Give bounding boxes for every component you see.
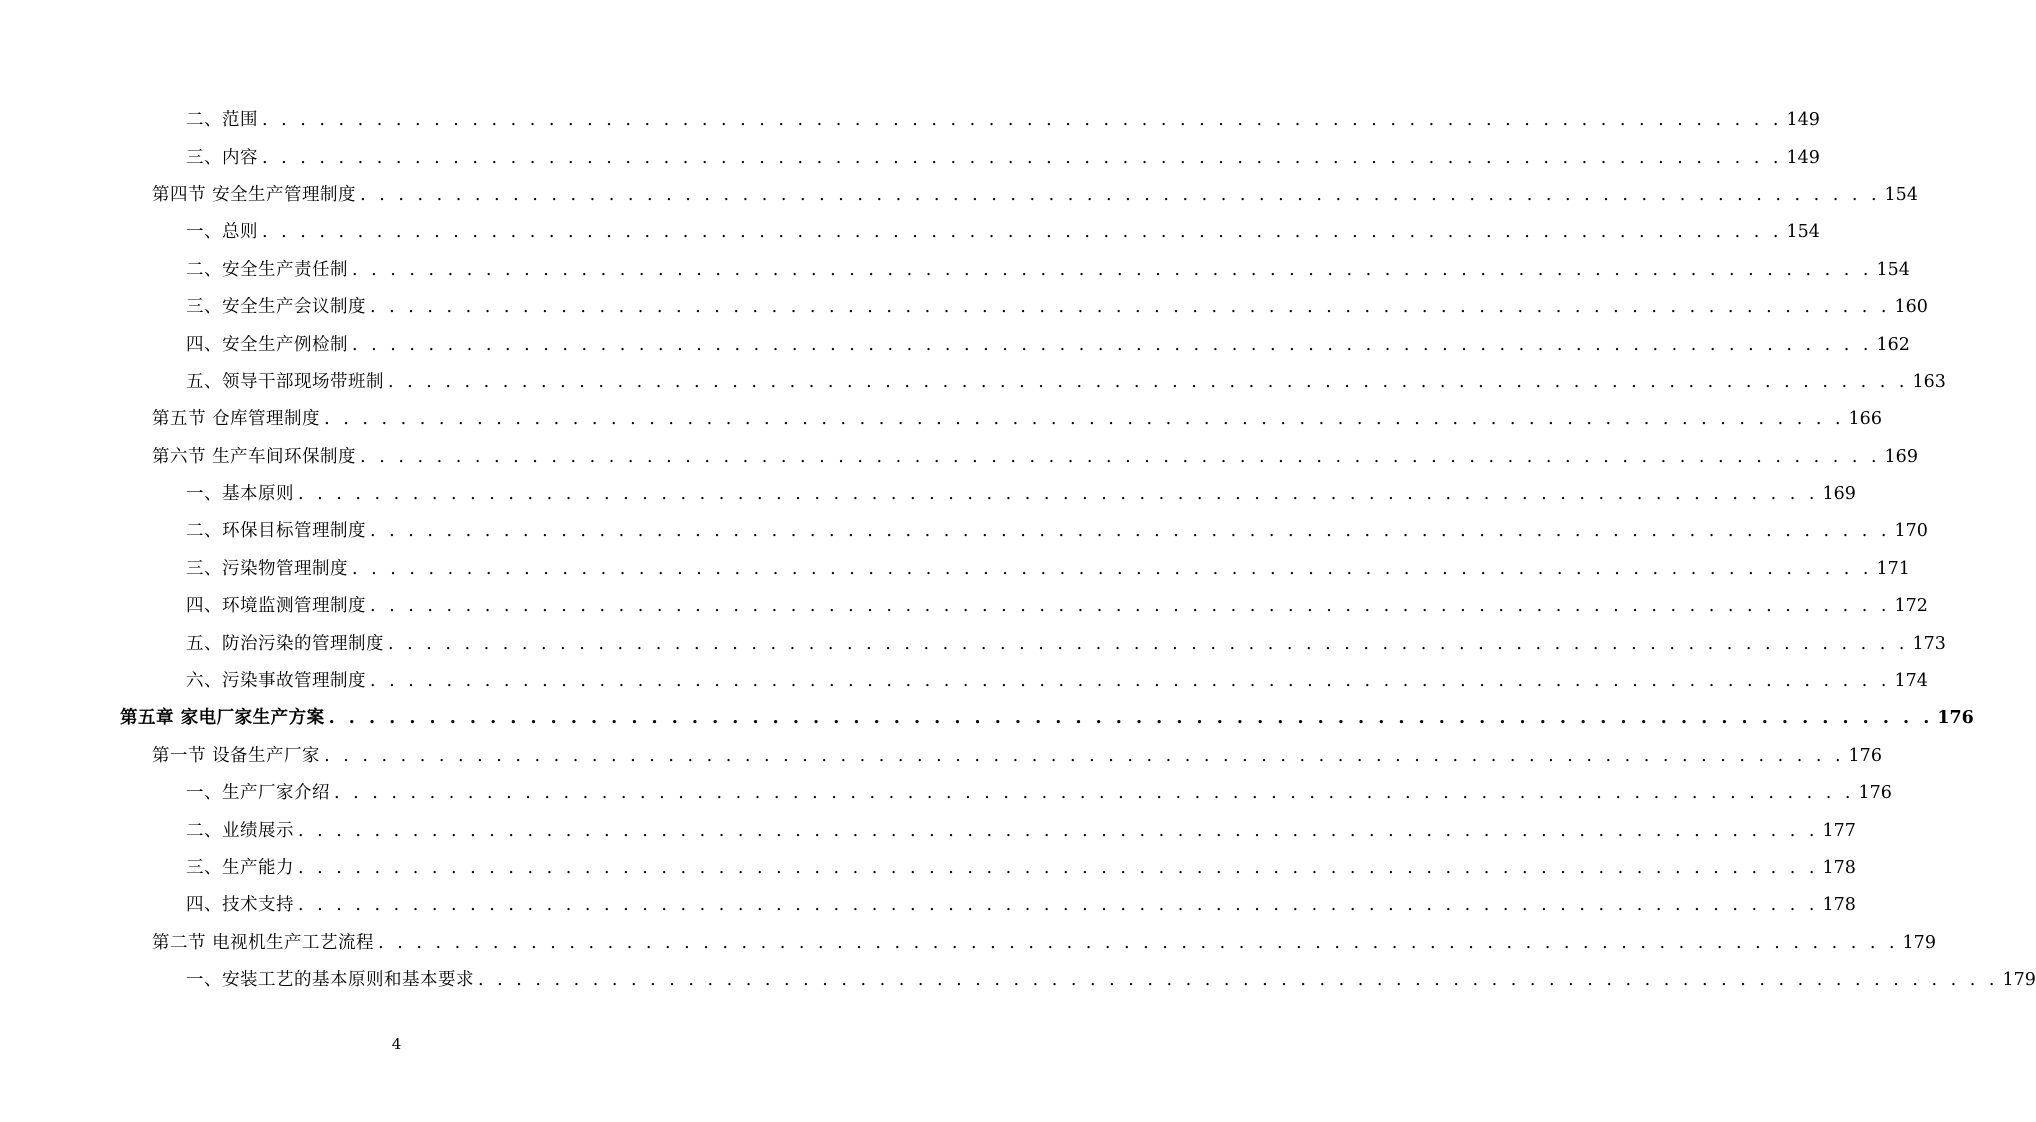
- toc-entry-line: [186, 891, 1856, 916]
- toc-entry-title: 三、污染物管理制度: [186, 558, 348, 579]
- toc-leader-dots: . . . . . . . . . . . . . . . . . . . . . . . . . . . . . . . . . . . . . . . . . . . . . . . . . . . . . . . . . . . . . . . . . . . . . . . . . . . . . . . .: [370, 521, 1891, 542]
- toc-entry-title: 五、防治污染的管理制度: [186, 633, 384, 654]
- toc-entry-page: 169: [1884, 446, 1918, 467]
- toc-entry-page: 171: [1876, 558, 1910, 579]
- toc-entry[interactable]: [0, 810, 1856, 847]
- toc-entry-title: 第六节 生产车间环保制度: [152, 446, 357, 467]
- toc-leader-dots: . . . . . . . . . . . . . . . . . . . . . . . . . . . . . . . . . . . . . . . . . . . . . . . . . . . . . . . . . . . . . . . . . . . . . . . . . . . . . . . .: [352, 259, 1873, 280]
- toc-entry-page: 169: [1822, 484, 1856, 505]
- toc-entry[interactable]: [0, 175, 1918, 212]
- toc-entry-line: [186, 144, 1820, 169]
- toc-entry-line: [186, 480, 1856, 505]
- toc-entry-line: [152, 929, 1936, 954]
- toc-entry[interactable]: [0, 474, 1856, 511]
- toc-entry-line: [186, 592, 1928, 617]
- toc-leader-dots: . . . . . . . . . . . . . . . . . . . . . . . . . . . . . . . . . . . . . . . . . . . . . . . . . . . . . . . . . . . . . . . . . . . . . . . . . . . . . . . .: [370, 596, 1891, 617]
- toc-leader-dots: . . . . . . . . . . . . . . . . . . . . . . . . . . . . . . . . . . . . . . . . . . . . . . . . . . . . . . . . . . . . . . . . . . . . . . . . . . . . . . . .: [298, 895, 1819, 916]
- toc-leader-dots: . . . . . . . . . . . . . . . . . . . . . . . . . . . . . . . . . . . . . . . . . . . . . . . . . . . . . . . . . . . . . . . . . . . . . . . . . . . . . . . .: [328, 708, 1934, 729]
- toc-leader-dots: . . . . . . . . . . . . . . . . . . . . . . . . . . . . . . . . . . . . . . . . . . . . . . . . . . . . . . . . . . . . . . . . . . . . . . . . . . . . . . . .: [478, 970, 1999, 991]
- toc-entry-page: 154: [1876, 259, 1910, 280]
- toc-entry-title: 第一节 设备生产厂家: [152, 745, 321, 766]
- toc-entry-line: [120, 704, 1974, 729]
- toc-leader-dots: . . . . . . . . . . . . . . . . . . . . . . . . . . . . . . . . . . . . . . . . . . . . . . . . . . . . . . . . . . . . . . . . . . . . . . . . . . . . . . . .: [352, 558, 1873, 579]
- toc-entry-page: 176: [1858, 783, 1892, 804]
- toc-entry-page: 179: [2002, 970, 2036, 991]
- toc-entry-page: 179: [1902, 932, 1936, 953]
- toc-leader-dots: . . . . . . . . . . . . . . . . . . . . . . . . . . . . . . . . . . . . . . . . . . . . . . . . . . . . . . . . . . . . . . . . . . . . . . . . . . . . . . . .: [352, 334, 1873, 355]
- toc-entry-page: 149: [1786, 147, 1820, 168]
- toc-entry-title: 二、安全生产责任制: [186, 259, 348, 280]
- toc-leader-dots: . . . . . . . . . . . . . . . . . . . . . . . . . . . . . . . . . . . . . . . . . . . . . . . . . . . . . . . . . . . . . . . . . . . . . . . . . . . . . . . .: [388, 633, 1909, 654]
- toc-entry-page: 160: [1894, 297, 1928, 318]
- toc-entry-page: 177: [1822, 820, 1856, 841]
- toc-entry-line: [186, 517, 1928, 542]
- toc-entry-page: 163: [1912, 371, 1946, 392]
- toc-leader-dots: . . . . . . . . . . . . . . . . . . . . . . . . . . . . . . . . . . . . . . . . . . . . . . . . . . . . . . . . . . . . . . . . . . . . . . . . . . . . . . . .: [334, 783, 1855, 804]
- toc-entry[interactable]: [0, 137, 1820, 174]
- toc-entry[interactable]: [0, 698, 1974, 735]
- toc-entry-page: 154: [1884, 184, 1918, 205]
- toc-entry-title: 二、范围: [186, 110, 258, 131]
- toc-entry-title: 五、领导干部现场带班制: [186, 371, 384, 392]
- toc-entry[interactable]: [0, 661, 1928, 698]
- toc-leader-dots: . . . . . . . . . . . . . . . . . . . . . . . . . . . . . . . . . . . . . . . . . . . . . . . . . . . . . . . . . . . . . . . . . . . . . . . . . . . . . . . .: [298, 858, 1819, 878]
- toc-entry-title: 第五节 仓库管理制度: [152, 409, 321, 430]
- toc-entry-line: [186, 966, 2036, 991]
- toc-entry[interactable]: [0, 250, 1910, 287]
- toc-entry-line: [186, 667, 1928, 692]
- toc-leader-dots: . . . . . . . . . . . . . . . . . . . . . . . . . . . . . . . . . . . . . . . . . . . . . . . . . . . . . . . . . . . . . . . . . . . . . . . . . . . . . . . .: [262, 147, 1783, 168]
- toc-entry-line: [186, 630, 1946, 655]
- toc-entry[interactable]: [0, 100, 1820, 137]
- toc-entry-title: 第四节 安全生产管理制度: [152, 184, 357, 205]
- toc-entry[interactable]: [0, 549, 1910, 586]
- toc-entry-title: 四、技术支持: [186, 895, 294, 916]
- toc-entry-line: [186, 368, 1946, 393]
- toc-leader-dots: . . . . . . . . . . . . . . . . . . . . . . . . . . . . . . . . . . . . . . . . . . . . . . . . . . . . . . . . . . . . . . . . . . . . . . . . . . . . . . . .: [324, 745, 1845, 766]
- toc-entry[interactable]: [0, 399, 1882, 436]
- toc-entry-line: [186, 106, 1820, 131]
- toc-leader-dots: . . . . . . . . . . . . . . . . . . . . . . . . . . . . . . . . . . . . . . . . . . . . . . . . . . . . . . . . . . . . . . . . . . . . . . . . . . . . . . . .: [378, 932, 1899, 953]
- toc-leader-dots: . . . . . . . . . . . . . . . . . . . . . . . . . . . . . . . . . . . . . . . . . . . . . . . . . . . . . . . . . . . . . . . . . . . . . . . . . . . . . . . .: [370, 671, 1891, 692]
- toc-entry-line: [152, 443, 1918, 468]
- toc-leader-dots: . . . . . . . . . . . . . . . . . . . . . . . . . . . . . . . . . . . . . . . . . . . . . . . . . . . . . . . . . . . . . . . . . . . . . . . . . . . . . . . .: [324, 409, 1845, 430]
- toc-entry-title: 三、内容: [186, 147, 258, 168]
- toc-leader-dots: . . . . . . . . . . . . . . . . . . . . . . . . . . . . . . . . . . . . . . . . . . . . . . . . . . . . . . . . . . . . . . . . . . . . . . . . . . . . . . . .: [262, 110, 1783, 131]
- toc-entry-page: 170: [1894, 521, 1928, 542]
- page-number: 4: [391, 1035, 402, 1053]
- toc-entry-line: [186, 854, 1856, 879]
- toc-entry-line: [186, 331, 1910, 356]
- toc-entry[interactable]: [0, 960, 2036, 997]
- toc-entry-page: 176: [1848, 745, 1882, 766]
- toc-entry-line: [152, 181, 1918, 206]
- toc-entry[interactable]: [0, 324, 1910, 361]
- toc-leader-dots: . . . . . . . . . . . . . . . . . . . . . . . . . . . . . . . . . . . . . . . . . . . . . . . . . . . . . . . . . . . . . . . . . . . . . . . . . . . . . . . .: [298, 484, 1819, 505]
- toc-entry-title: 六、污染事故管理制度: [186, 671, 366, 692]
- toc-entry[interactable]: [0, 773, 1892, 810]
- toc-entry-title: 四、环境监测管理制度: [186, 596, 366, 617]
- toc-entry-line: [186, 256, 1910, 281]
- toc-entry-page: 173: [1912, 633, 1946, 654]
- toc-entry-line: [186, 779, 1892, 804]
- table-of-contents: [0, 100, 2036, 997]
- toc-entry-page: 178: [1822, 858, 1856, 878]
- toc-entry-title: 第二节 电视机生产工艺流程: [152, 932, 375, 953]
- toc-entry[interactable]: [0, 362, 1946, 399]
- toc-entry-title: 一、生产厂家介绍: [186, 783, 330, 804]
- toc-entry[interactable]: [0, 885, 1856, 922]
- toc-entry-title: 三、生产能力: [186, 858, 294, 878]
- toc-entry[interactable]: [0, 437, 1918, 474]
- toc-entry-page: 154: [1786, 222, 1820, 243]
- toc-entry[interactable]: [0, 623, 1946, 660]
- toc-entry-title: 二、环保目标管理制度: [186, 521, 366, 542]
- toc-entry[interactable]: [0, 848, 1856, 885]
- toc-entry-page: 178: [1822, 895, 1856, 916]
- toc-entry-page: 172: [1894, 596, 1928, 617]
- toc-entry-page: 166: [1848, 409, 1882, 430]
- toc-entry-line: [186, 555, 1910, 580]
- toc-entry[interactable]: [0, 287, 1928, 324]
- toc-entry-line: [186, 293, 1928, 318]
- toc-entry[interactable]: [0, 923, 1936, 960]
- toc-entry-title: 一、总则: [186, 222, 258, 243]
- toc-leader-dots: . . . . . . . . . . . . . . . . . . . . . . . . . . . . . . . . . . . . . . . . . . . . . . . . . . . . . . . . . . . . . . . . . . . . . . . . . . . . . . . .: [298, 820, 1819, 841]
- toc-entry-page: 162: [1876, 334, 1910, 355]
- toc-entry[interactable]: [0, 511, 1928, 548]
- toc-entry-line: [186, 218, 1820, 243]
- toc-entry-line: [186, 817, 1856, 842]
- toc-entry-title: 一、安装工艺的基本原则和基本要求: [186, 970, 474, 991]
- toc-entry[interactable]: [0, 586, 1928, 623]
- toc-entry-line: [152, 742, 1882, 767]
- toc-leader-dots: . . . . . . . . . . . . . . . . . . . . . . . . . . . . . . . . . . . . . . . . . . . . . . . . . . . . . . . . . . . . . . . . . . . . . . . . . . . . . . . .: [370, 297, 1891, 318]
- toc-entry[interactable]: [0, 736, 1882, 773]
- toc-entry[interactable]: [0, 212, 1820, 249]
- toc-entry-page: 149: [1786, 110, 1820, 131]
- toc-entry-title: 四、安全生产例检制: [186, 334, 348, 355]
- toc-entry-title: 第五章 家电厂家生产方案: [120, 708, 325, 729]
- toc-entry-title: 一、基本原则: [186, 484, 294, 505]
- toc-leader-dots: . . . . . . . . . . . . . . . . . . . . . . . . . . . . . . . . . . . . . . . . . . . . . . . . . . . . . . . . . . . . . . . . . . . . . . . . . . . . . . . .: [360, 446, 1881, 467]
- toc-leader-dots: . . . . . . . . . . . . . . . . . . . . . . . . . . . . . . . . . . . . . . . . . . . . . . . . . . . . . . . . . . . . . . . . . . . . . . . . . . . . . . . .: [360, 184, 1881, 205]
- toc-entry-title: 二、业绩展示: [186, 820, 294, 841]
- toc-entry-line: [152, 405, 1882, 430]
- toc-entry-page: 176: [1937, 708, 1974, 729]
- toc-entry-title: 三、安全生产会议制度: [186, 297, 366, 318]
- toc-entry-page: 174: [1894, 671, 1928, 692]
- toc-leader-dots: . . . . . . . . . . . . . . . . . . . . . . . . . . . . . . . . . . . . . . . . . . . . . . . . . . . . . . . . . . . . . . . . . . . . . . . . . . . . . . . .: [388, 371, 1909, 392]
- toc-leader-dots: . . . . . . . . . . . . . . . . . . . . . . . . . . . . . . . . . . . . . . . . . . . . . . . . . . . . . . . . . . . . . . . . . . . . . . . . . . . . . . . .: [262, 222, 1783, 243]
